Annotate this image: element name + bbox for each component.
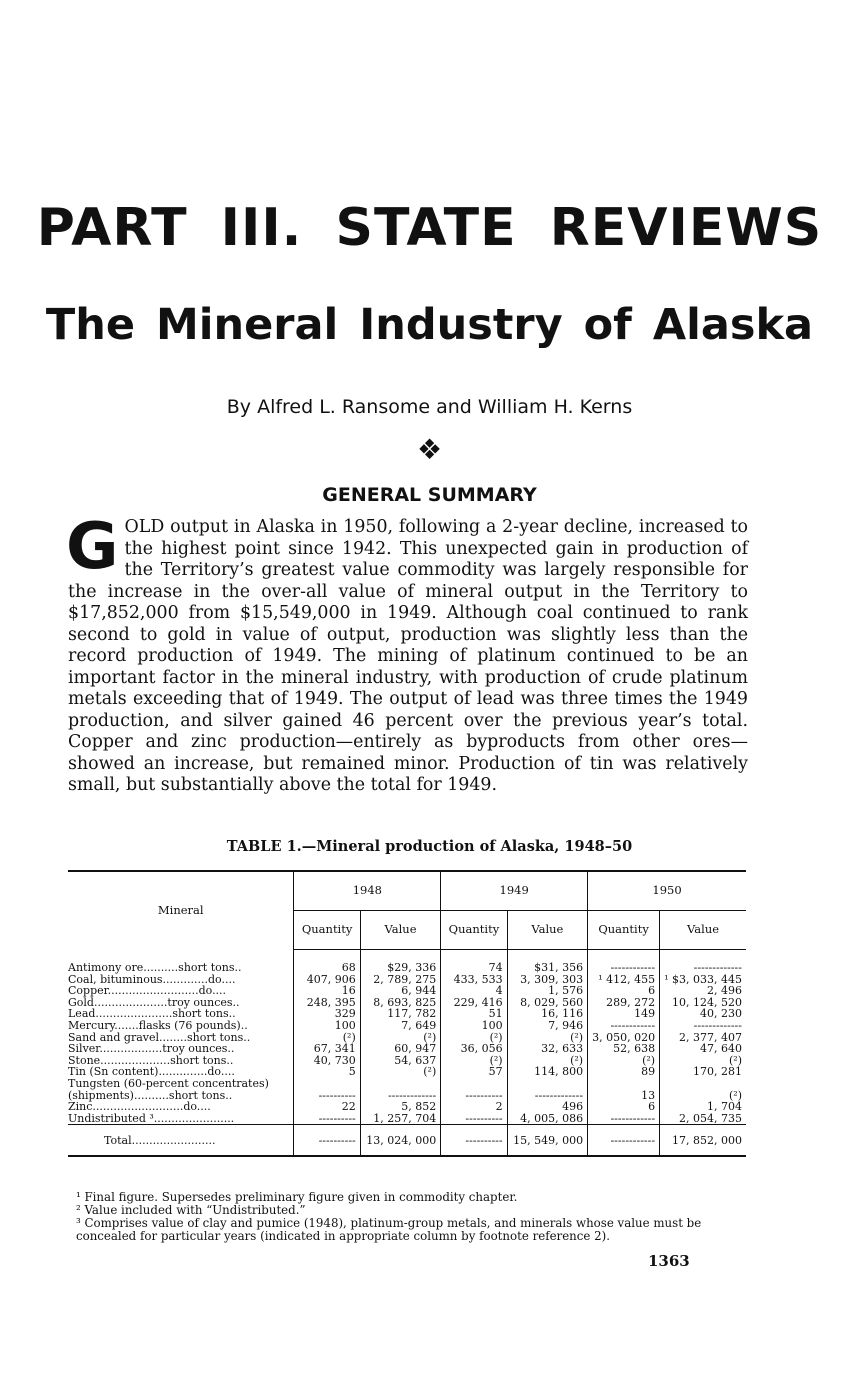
table-cell: 60, 947 [360, 1043, 441, 1055]
table-cell: (²) [660, 1090, 746, 1102]
table-cell: 36, 056 [441, 1043, 507, 1055]
table-cell: (²) [441, 1032, 507, 1044]
table-cell: $31, 356 [507, 962, 588, 974]
table-cell: (²) [294, 1032, 360, 1044]
mineral-name: Coal, bituminous.............do.... [68, 972, 236, 986]
total-cell: 17, 852, 000 [660, 1125, 746, 1156]
table-cell: 1, 257, 704 [360, 1113, 441, 1125]
table-cell: 433, 533 [441, 974, 507, 986]
value-header: Value [360, 911, 441, 950]
table-cell: (²) [441, 1055, 507, 1067]
table-cell: 289, 272 [588, 997, 660, 1009]
table-cell: ------------- [360, 1090, 441, 1102]
table-cell: 57 [441, 1066, 507, 1078]
byline: By Alfred L. Ransome and William H. Kerns [226, 396, 633, 418]
quantity-header: Quantity [294, 911, 360, 950]
mineral-name: Sand and gravel........short tons.. [68, 1030, 251, 1044]
table-cell: (²) [507, 1032, 588, 1044]
table-cell: 3, 309, 303 [507, 974, 588, 986]
table-cell: 51 [441, 1008, 507, 1020]
table-cell: ------------- [660, 962, 746, 974]
table-row [68, 1113, 746, 1125]
total-cell: 15, 549, 000 [507, 1125, 588, 1156]
value-header: Value [507, 911, 588, 950]
mineral-name: Antimony ore..........short tons.. [68, 961, 242, 974]
table-cell: 52, 638 [588, 1043, 660, 1055]
table-cell: 2, 054, 735 [660, 1113, 746, 1125]
table-cell [360, 1078, 441, 1090]
table-cell: 170, 281 [660, 1066, 746, 1078]
table-cell: ¹ 412, 455 [588, 974, 660, 986]
table-cell: ---------- [294, 1090, 360, 1102]
table-cell: 16 [294, 985, 360, 997]
table-cell: ------------ [588, 1020, 660, 1032]
table-cell [588, 1078, 660, 1090]
total-row [68, 1125, 746, 1156]
table-cell: 6 [588, 985, 660, 997]
table-cell: 329 [294, 1008, 360, 1020]
summary-paragraph [66, 510, 748, 797]
mineral-name: Mercury.......flasks (76 pounds).. [68, 1018, 248, 1032]
table-cell: 100 [441, 1020, 507, 1032]
year-header-1948: 1948 [294, 871, 441, 911]
table-cell: 100 [294, 1020, 360, 1032]
table-cell: 2, 377, 407 [660, 1032, 746, 1044]
mineral-name: Lead......................short tons.. [68, 1007, 236, 1021]
mineral-name: Gold.....................troy ounces.. [68, 995, 240, 1009]
mineral-name: Tin (Sn content)..............do.... [68, 1065, 235, 1079]
table-cell: (²) [660, 1055, 746, 1067]
table-cell: 4 [441, 985, 507, 997]
table-cell: $29, 336 [360, 962, 441, 974]
table-cell: 54, 637 [360, 1055, 441, 1067]
mineral-name: Silver..................troy ounces.. [68, 1042, 235, 1056]
footnote-1: ¹ Final figure. Supersedes preliminary figure given in commodity chapter. [76, 1190, 518, 1204]
table-cell: 32, 633 [507, 1043, 588, 1055]
table-cell: (²) [507, 1055, 588, 1067]
table-cell: 2, 496 [660, 985, 746, 997]
table-cell [441, 1078, 507, 1090]
table-cell: 22 [294, 1101, 360, 1113]
table-cell: (²) [360, 1066, 441, 1078]
table-cell: 16, 116 [507, 1008, 588, 1020]
table-cell: 40, 730 [294, 1055, 360, 1067]
table-row [68, 1043, 746, 1055]
footnotes [68, 1191, 748, 1243]
part-title: PART III. STATE REVIEWS [36, 198, 823, 258]
table-cell: 7, 649 [360, 1020, 441, 1032]
table-cell: ------------- [507, 1090, 588, 1102]
table-cell: 1, 576 [507, 985, 588, 997]
table-cell [660, 1078, 746, 1090]
mineral-name: (shipments)..........short tons.. [68, 1088, 233, 1102]
mineral-production-table [68, 870, 746, 1157]
table-cell: 7, 946 [507, 1020, 588, 1032]
table-cell: 3, 050, 020 [588, 1032, 660, 1044]
quantity-header: Quantity [441, 911, 507, 950]
table-cell: 68 [294, 962, 360, 974]
table-cell: 40, 230 [660, 1008, 746, 1020]
table-row [68, 1078, 746, 1090]
table-cell [294, 1078, 360, 1090]
table-cell: 229, 416 [441, 997, 507, 1009]
dropcap: G [66, 510, 119, 584]
table-row [68, 962, 746, 974]
table-cell: 67, 341 [294, 1043, 360, 1055]
table-row [68, 1101, 746, 1113]
table-cell: 149 [588, 1008, 660, 1020]
table-cell: 8, 693, 825 [360, 997, 441, 1009]
table-cell: 6, 944 [360, 985, 441, 997]
table-body [68, 950, 746, 1125]
table-cell: 496 [507, 1101, 588, 1113]
mineral-name: Zinc..........................do.... [68, 1100, 211, 1114]
total-cell: ---------- [441, 1125, 507, 1156]
table-cell: 74 [441, 962, 507, 974]
table-cell: 10, 124, 520 [660, 997, 746, 1009]
table-cell [507, 1078, 588, 1090]
table-cell: 2 [441, 1101, 507, 1113]
table-caption: TABLE 1.—Mineral production of Alaska, 1948–50 [226, 838, 633, 855]
ornament-icon: ❖ [416, 433, 443, 466]
table-cell: 6 [588, 1101, 660, 1113]
summary-text: OLD output in Alaska in 1950, following a 2-year decline, increased to the highest point since 1942. This unexpected gain in production of the Territory’s greatest value commodity was largely responsible for the increase in the over-all value of mineral output in the Territory to $17,852,000 from $15,549,000 in 1949. Although coal continued to rank second to gold in value of output, production was slightly less than the record production of 1949. The mining of platinum continued to be an important factor in the mineral industry, with production of crude platinum metals exceeding that of 1949. The output of lead was three times the 1949 production, and silver gained 46 percent over the previous year’s total. Copper and zinc production—entirely as byproducts from other ores—showed an increase, but remained minor. Production of tin was relatively small, but substantially above the total for 1949. [68, 517, 748, 795]
footnote-3: ³ Comprises value of clay and pumice (1948), platinum-group metals, and minerals whose value must be concealed for particular years (indicated in appropriate column by footnote reference 2). [76, 1216, 702, 1243]
table-cell: 114, 800 [507, 1066, 588, 1078]
table-cell: 248, 395 [294, 997, 360, 1009]
table-cell: ------------- [660, 1020, 746, 1032]
table-cell: 4, 005, 086 [507, 1113, 588, 1125]
table-cell: (²) [588, 1055, 660, 1067]
table-cell: (²) [360, 1032, 441, 1044]
total-cell: 13, 024, 000 [360, 1125, 441, 1156]
table-cell: 8, 029, 560 [507, 997, 588, 1009]
mineral-name: Copper..........................do.... [68, 984, 227, 998]
total-label: Total........................ [68, 1125, 294, 1156]
table-cell: 2, 789, 275 [360, 974, 441, 986]
mineral-name: Undistributed ³....................... [68, 1111, 235, 1125]
table-cell: ---------- [294, 1113, 360, 1125]
table-cell: 1, 704 [660, 1101, 746, 1113]
year-header-1950: 1950 [588, 871, 746, 911]
table-cell: 89 [588, 1066, 660, 1078]
year-header-1949: 1949 [441, 871, 588, 911]
table-cell: 117, 782 [360, 1008, 441, 1020]
table-row [68, 1020, 746, 1032]
mineral-name: Tungsten (60-percent concentrates) [68, 1076, 269, 1090]
table-cell: ------------ [588, 962, 660, 974]
footnote-2: ² Value included with “Undistributed.” [76, 1203, 306, 1217]
table-cell: 5 [294, 1066, 360, 1078]
chapter-title: The Mineral Industry of Alaska [45, 300, 814, 350]
table-cell: ---------- [441, 1090, 507, 1102]
quantity-header: Quantity [588, 911, 660, 950]
total-cell: ---------- [294, 1125, 360, 1156]
table-cell: 407, 906 [294, 974, 360, 986]
table-cell: ¹ $3, 033, 445 [660, 974, 746, 986]
total-cell: ------------ [588, 1125, 660, 1156]
table-cell: ------------ [588, 1113, 660, 1125]
table-cell: 47, 640 [660, 1043, 746, 1055]
value-header: Value [660, 911, 746, 950]
table-cell: ---------- [441, 1113, 507, 1125]
section-heading: GENERAL SUMMARY [322, 484, 537, 506]
page-number: 1363 [648, 1252, 690, 1270]
table-cell: 5, 852 [360, 1101, 441, 1113]
mineral-column-header: Mineral [157, 902, 204, 917]
table-cell: 13 [588, 1090, 660, 1102]
mineral-name: Stone....................short tons.. [68, 1053, 234, 1067]
